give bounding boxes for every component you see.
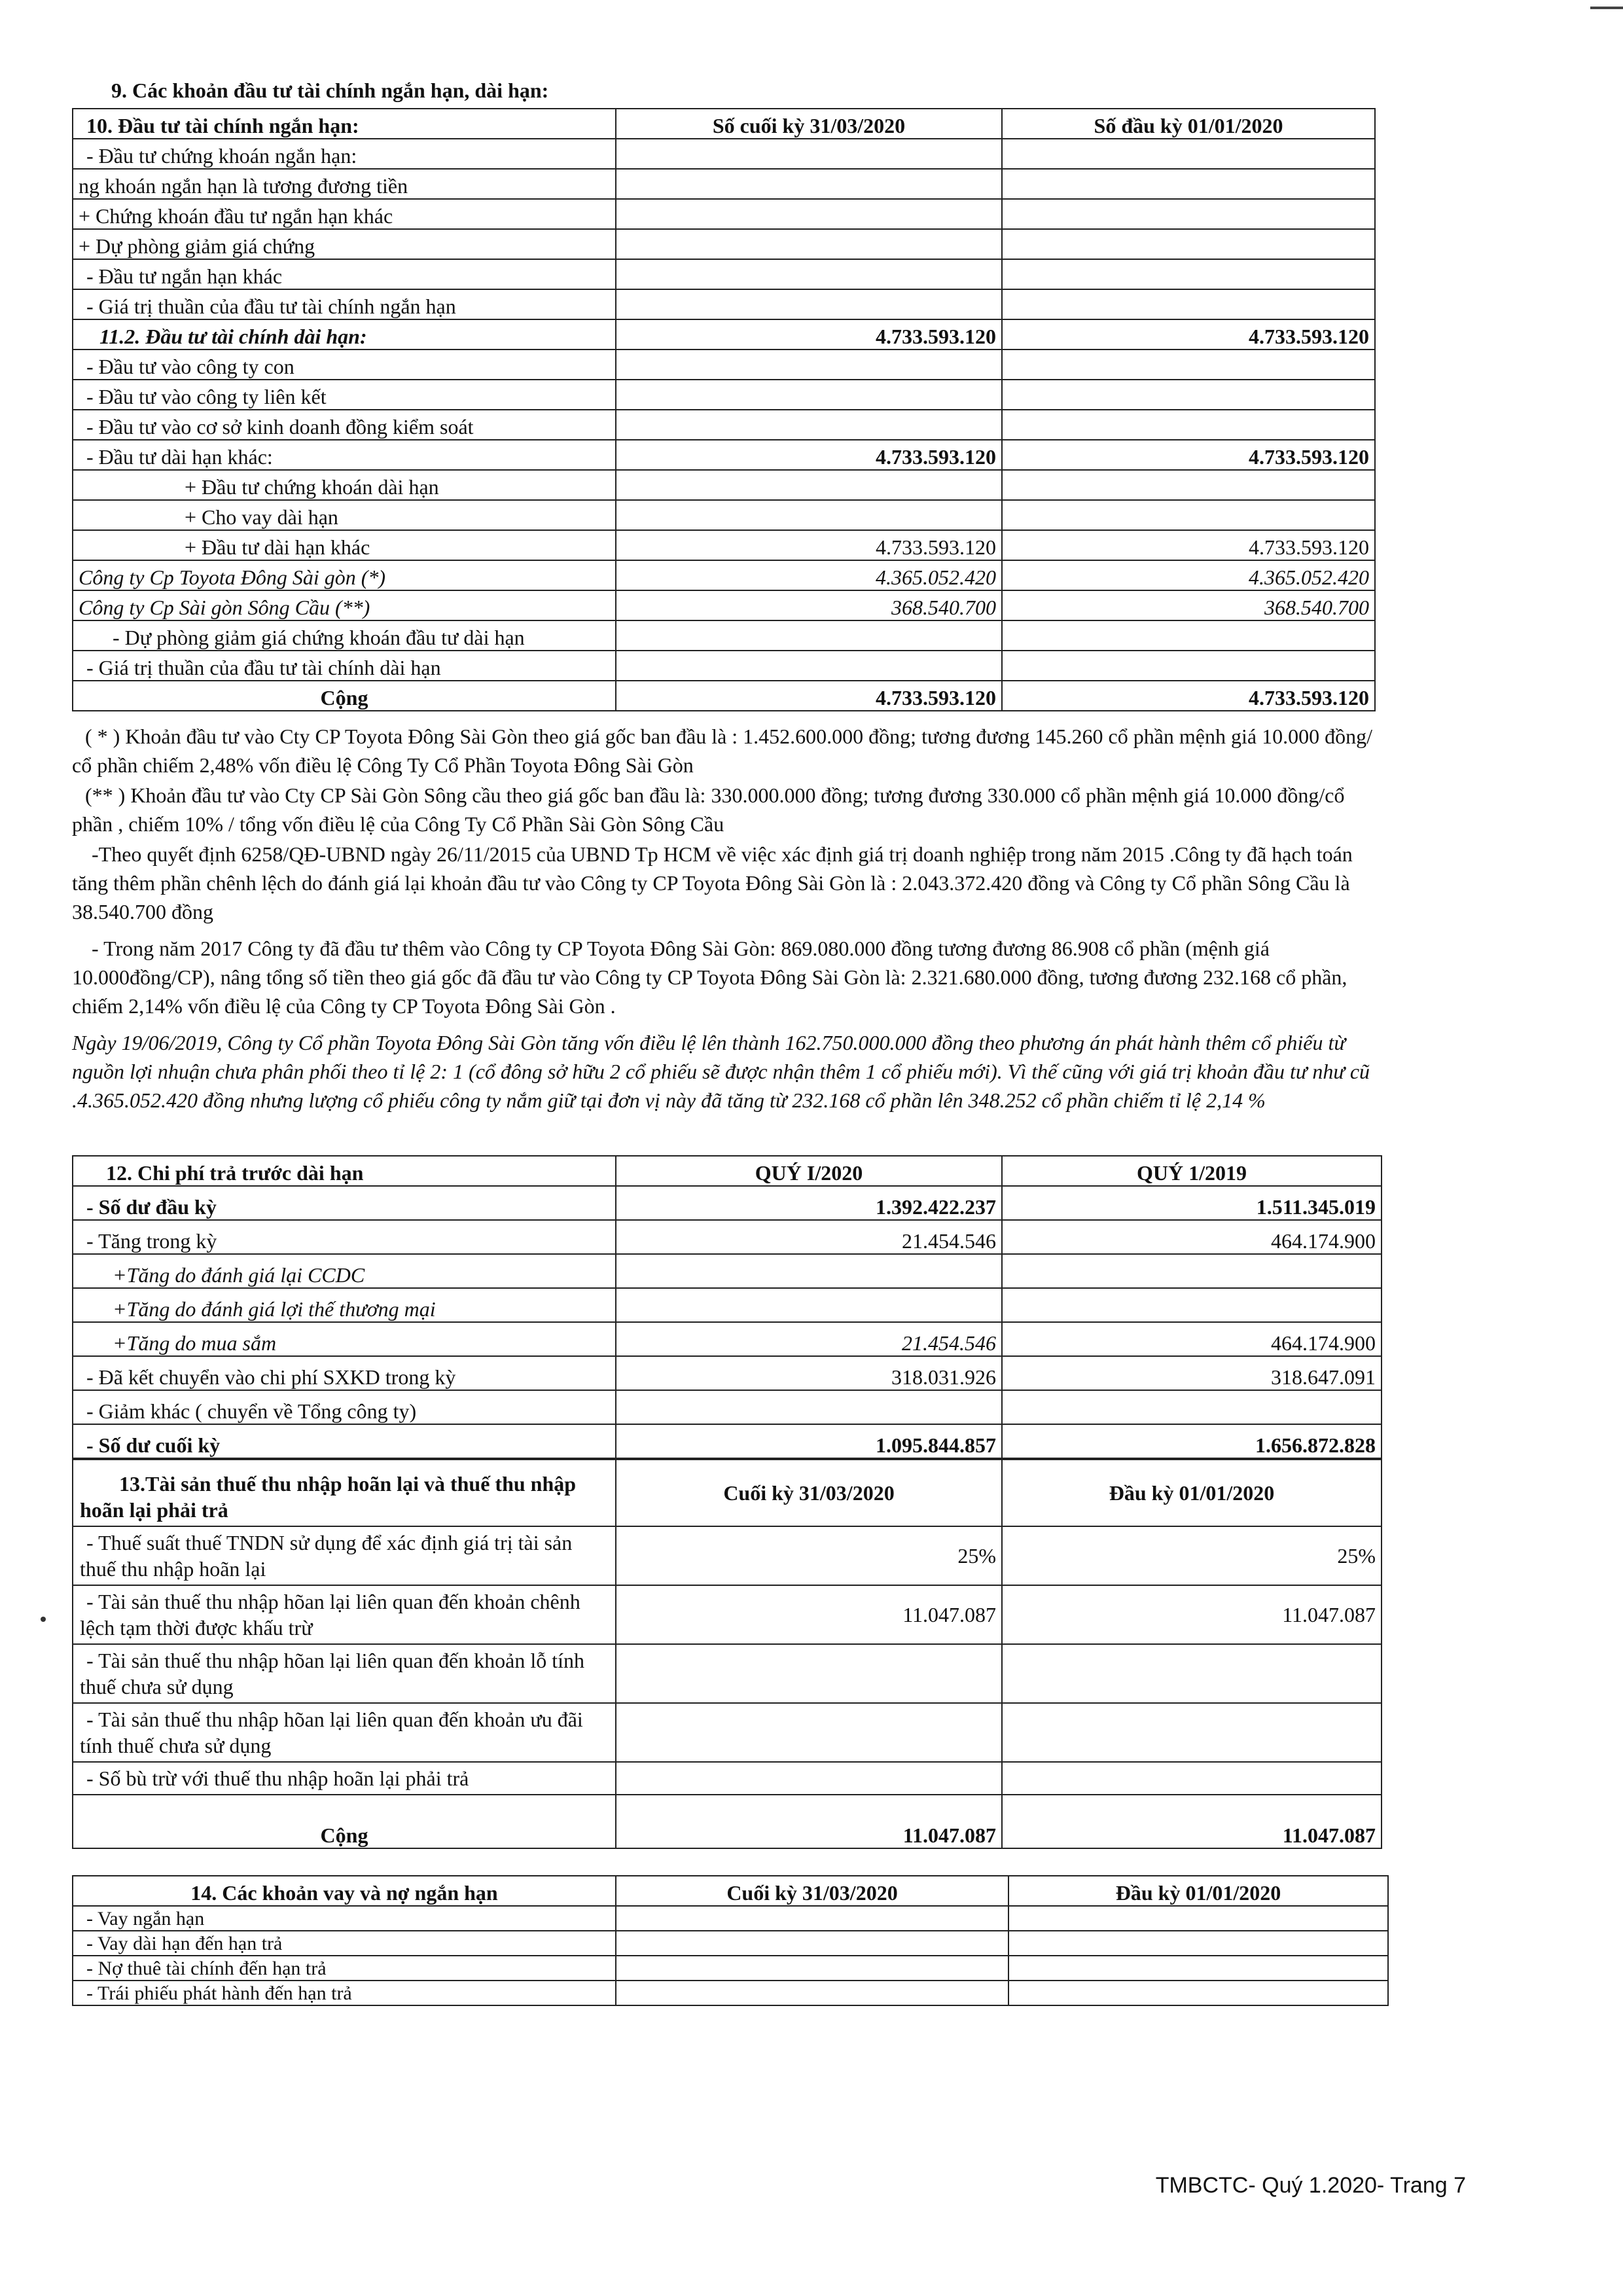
t13-row-label: - Tài sản thuế thu nhập hõan lại liên quan đến khoản ưu đãi tính thuế chưa sử dụng <box>73 1703 616 1762</box>
t10-row-value-begin <box>1002 620 1375 651</box>
note-3: -Theo quyết định 6258/QĐ-UBND ngày 26/11/2015 của UBND Tp HCM về việc xác định giá trị doanh nghiệp trong năm 2015 .Công ty đã hạch toán tăng thêm phần chênh lệch do đánh giá lại khoản đầu tư vào Công ty CP Toyota Đông Sài Gòn là : 2.043.372.420 đồng và Công ty Cổ phần Sông Cầu là 38.540.700 đồng <box>72 842 1353 924</box>
t13-row <box>73 1703 1382 1762</box>
t14-row-label: - Trái phiếu phát hành đến hạn trả <box>73 1981 616 2005</box>
table-10-header-begin: Số đầu kỳ 01/01/2020 <box>1002 109 1375 139</box>
t10-row-value-end <box>616 289 1002 319</box>
t13-row-label: - Tài sản thuế thu nhập hõan lại liên quan đến khoản chênh lệch tạm thời được khấu trừ <box>73 1585 616 1644</box>
t13-row <box>73 1585 1382 1644</box>
t10-row-value-end: 4.733.593.120 <box>616 530 1002 560</box>
t12-row-label: - Giảm khác ( chuyển về Tổng công ty) <box>73 1390 616 1424</box>
t10-row-value-begin <box>1002 169 1375 199</box>
t14-row-value-end <box>616 1931 1008 1956</box>
t12-row-value-end: 318.031.926 <box>616 1356 1002 1390</box>
t12-row-value-end <box>616 1288 1002 1322</box>
scan-edge-mark <box>1590 7 1623 9</box>
table-12-header-q1-2019: QUÝ 1/2019 <box>1002 1156 1382 1186</box>
t10-row <box>73 259 1375 289</box>
t10-row-label: Công ty Cp Sài gòn Sông Cầu (**) <box>73 590 616 620</box>
t10-row-value-begin: 4.733.593.120 <box>1002 319 1375 350</box>
t10-row <box>73 139 1375 169</box>
t10-row <box>73 500 1375 530</box>
note-1: ( * ) Khoản đầu tư vào Cty CP Toyota Đông Sài Gòn theo giá gốc ban đầu là : 1.452.600.000 đồng; tương đương 145.260 cổ phần mệnh giá 10.000 đồng/ cổ phần chiếm 2,48% vốn điều lệ Công Ty Cổ Phần Toyota Đông Sài Gòn <box>72 725 1372 777</box>
t10-row-label: + Chứng khoán đầu tư ngắn hạn khác <box>73 199 616 229</box>
t10-row-label: - Đầu tư dài hạn khác: <box>73 440 616 470</box>
t13-row-value-end <box>616 1703 1002 1762</box>
t10-row-value-end: 4.733.593.120 <box>616 440 1002 470</box>
t12-row-value-begin: 464.174.900 <box>1002 1220 1382 1254</box>
t10-row-label: + Đầu tư chứng khoán dài hạn <box>73 470 616 500</box>
t12-row <box>73 1356 1382 1390</box>
t13-row <box>73 1526 1382 1585</box>
t10-row-value-begin <box>1002 350 1375 380</box>
table-13-deferred-tax <box>72 1459 1382 1849</box>
t12-row-value-begin: 1.656.872.828 <box>1002 1424 1382 1458</box>
t10-row-value-end <box>616 651 1002 681</box>
t12-row-label: +Tăng do mua sắm <box>73 1322 616 1356</box>
t12-row-value-end <box>616 1390 1002 1424</box>
t10-row-value-begin: 368.540.700 <box>1002 590 1375 620</box>
t13-row-label: - Thuế suất thuế TNDN sử dụng để xác định giá trị tài sản thuế thu nhập hoãn lại <box>73 1526 616 1585</box>
t12-row <box>73 1322 1382 1356</box>
t12-row-value-begin <box>1002 1390 1382 1424</box>
t14-row-value-begin <box>1008 1956 1388 1981</box>
t14-row-value-begin <box>1008 1906 1388 1931</box>
t10-row-value-end <box>616 620 1002 651</box>
t14-row-value-end <box>616 1956 1008 1981</box>
note-2: (** ) Khoản đầu tư vào Cty CP Sài Gòn Sông cầu theo giá gốc ban đầu là: 330.000.000 đồng; tương đương 330.000 cổ phần mệnh giá 10.000 đồng/cổ phần , chiếm 10% / tổng vốn điều lệ của Công Ty Cổ Phần Sài Gòn Sông Cầu <box>72 783 1345 836</box>
t10-row-value-end <box>616 139 1002 169</box>
t10-row-label: + Đầu tư dài hạn khác <box>73 530 616 560</box>
t12-row-value-begin <box>1002 1288 1382 1322</box>
t14-row <box>73 1981 1388 2005</box>
table-14-header-begin: Đầu kỳ 01/01/2020 <box>1008 1876 1388 1906</box>
t10-row <box>73 651 1375 681</box>
t10-row-value-end <box>616 199 1002 229</box>
t10-row-label: - Giá trị thuần của đầu tư tài chính ngắn hạn <box>73 289 616 319</box>
t12-row-value-end: 1.095.844.857 <box>616 1424 1002 1458</box>
t12-row-label: +Tăng do đánh giá lợi thế thương mại <box>73 1288 616 1322</box>
t10-row-value-begin <box>1002 380 1375 410</box>
t12-row <box>73 1220 1382 1254</box>
table-10-financial-investments <box>72 108 1376 711</box>
t14-row-label: - Vay dài hạn đến hạn trả <box>73 1931 616 1956</box>
t10-row-label: - Đầu tư ngắn hạn khác <box>73 259 616 289</box>
t14-row <box>73 1906 1388 1931</box>
t12-row-value-end <box>616 1254 1002 1288</box>
t10-row-label: - Đầu tư chứng khoán ngắn hạn: <box>73 139 616 169</box>
t14-row <box>73 1931 1388 1956</box>
t10-row-value-end <box>616 259 1002 289</box>
t12-row-value-end: 21.454.546 <box>616 1322 1002 1356</box>
table-13-header-row <box>73 1460 1382 1526</box>
table-14-body <box>73 1906 1388 2005</box>
table-12-header-label: 12. Chi phí trả trước dài hạn <box>73 1156 616 1186</box>
table-14-short-term-loans <box>72 1875 1389 2006</box>
t10-row-value-end <box>616 169 1002 199</box>
table-10-header-end: Số cuối kỳ 31/03/2020 <box>616 109 1002 139</box>
t10-row-label: - Đầu tư vào công ty con <box>73 350 616 380</box>
table-12-header-q1-2020: QUÝ I/2020 <box>616 1156 1002 1186</box>
table-10-header-label: 10. Đầu tư tài chính ngắn hạn: <box>73 109 616 139</box>
table-13-total-end: 11.047.087 <box>616 1795 1002 1848</box>
t10-row-value-begin: 4.733.593.120 <box>1002 530 1375 560</box>
t13-row-value-begin: 25% <box>1002 1526 1382 1585</box>
t10-row-value-begin <box>1002 651 1375 681</box>
t10-row-value-begin <box>1002 289 1375 319</box>
t13-row-value-begin <box>1002 1703 1382 1762</box>
table-10-total-row <box>73 681 1375 711</box>
t13-row <box>73 1762 1382 1795</box>
t13-row-value-begin: 11.047.087 <box>1002 1585 1382 1644</box>
t12-row-label: - Đã kết chuyển vào chi phí SXKD trong kỳ <box>73 1356 616 1390</box>
t12-row-value-begin: 1.511.345.019 <box>1002 1186 1382 1220</box>
table-10-total-begin: 4.733.593.120 <box>1002 681 1375 711</box>
table-10-total-end: 4.733.593.120 <box>616 681 1002 711</box>
t14-row-label: - Vay ngắn hạn <box>73 1906 616 1931</box>
t10-row <box>73 440 1375 470</box>
t10-row <box>73 530 1375 560</box>
t10-row <box>73 620 1375 651</box>
note-4: - Trong năm 2017 Công ty đã đầu tư thêm vào Công ty CP Toyota Đông Sài Gòn: 869.080.000 đồng tương đương 86.908 cổ phần (mệnh giá 10.000đồng/CP), nâng tổng số tiền theo giá gốc đã đầu tư vào Công ty CP Toyota Đông Sài Gòn là: 2.321.680.000 đồng, tương đương 232.168 cổ phần, chiếm 2,14% vốn điều lệ của Công ty CP Toyota Đông Sài Gòn . <box>72 937 1347 1018</box>
t10-row <box>73 590 1375 620</box>
page-footer: TMBCTC- Quý 1.2020- Trang 7 <box>1155 2173 1466 2198</box>
t10-row-label: Công ty Cp Toyota Đông Sài gòn (*) <box>73 560 616 590</box>
t10-row-value-begin: 4.733.593.120 <box>1002 440 1375 470</box>
t10-row-label: - Đầu tư vào cơ sở kinh doanh đồng kiểm soát <box>73 410 616 440</box>
t10-row <box>73 350 1375 380</box>
t10-row-value-end <box>616 380 1002 410</box>
section-9-title: 9. Các khoản đầu tư tài chính ngắn hạn, dài hạn: <box>111 79 549 102</box>
t10-row-value-begin <box>1002 410 1375 440</box>
t10-row <box>73 380 1375 410</box>
t10-row <box>73 229 1375 259</box>
t14-row-label: - Nợ thuê tài chính đến hạn trả <box>73 1956 616 1981</box>
t10-row-label: - Dự phòng giảm giá chứng khoán đầu tư dài hạn <box>73 620 616 651</box>
t14-row-value-begin <box>1008 1931 1388 1956</box>
t10-row-label: - Giá trị thuần của đầu tư tài chính dài hạn <box>73 651 616 681</box>
t12-row <box>73 1424 1382 1458</box>
t13-row-value-begin <box>1002 1762 1382 1795</box>
t10-row-label: + Dự phòng giảm giá chứng <box>73 229 616 259</box>
t13-row <box>73 1644 1382 1703</box>
t12-row-value-begin: 464.174.900 <box>1002 1322 1382 1356</box>
t10-row-value-begin <box>1002 199 1375 229</box>
t12-row <box>73 1254 1382 1288</box>
t10-row-value-end <box>616 350 1002 380</box>
t10-row-label: - Đầu tư vào công ty liên kết <box>73 380 616 410</box>
t10-row-label: + Cho vay dài hạn <box>73 500 616 530</box>
t12-row-value-begin <box>1002 1254 1382 1288</box>
t10-row <box>73 560 1375 590</box>
table-13-total-row <box>73 1795 1382 1848</box>
t12-row <box>73 1186 1382 1220</box>
table-13-body <box>73 1526 1382 1795</box>
t10-row <box>73 289 1375 319</box>
investment-notes <box>72 722 1381 1115</box>
t10-row-value-end <box>616 410 1002 440</box>
t10-row-label: ng khoán ngắn hạn là tương đương tiền <box>73 169 616 199</box>
table-10-header-row <box>73 109 1375 139</box>
t13-row-value-begin <box>1002 1644 1382 1703</box>
t10-row-value-begin <box>1002 229 1375 259</box>
t10-row <box>73 319 1375 350</box>
scan-dot <box>41 1617 46 1622</box>
t14-row-value-end <box>616 1981 1008 2005</box>
table-14-header-label: 14. Các khoản vay và nợ ngắn hạn <box>73 1876 616 1906</box>
table-14-header-row <box>73 1876 1388 1906</box>
t10-row-value-end: 368.540.700 <box>616 590 1002 620</box>
table-14-header-end: Cuối kỳ 31/03/2020 <box>616 1876 1008 1906</box>
t13-row-label: - Tài sản thuế thu nhập hõan lại liên quan đến khoản lỗ tính thuế chưa sử dụng <box>73 1644 616 1703</box>
t10-row-value-end <box>616 470 1002 500</box>
t10-row <box>73 410 1375 440</box>
t12-row <box>73 1288 1382 1322</box>
t12-row-value-begin: 318.647.091 <box>1002 1356 1382 1390</box>
t10-row-value-end <box>616 500 1002 530</box>
t13-row-label: - Số bù trừ với thuế thu nhập hoãn lại phải trả <box>73 1762 616 1795</box>
t10-row-value-begin <box>1002 500 1375 530</box>
t13-row-value-end <box>616 1762 1002 1795</box>
table-12-body <box>73 1186 1382 1458</box>
document-page <box>72 79 1381 2006</box>
t10-row-value-begin <box>1002 470 1375 500</box>
t12-row-label: - Số dư cuối kỳ <box>73 1424 616 1458</box>
t10-row-value-end: 4.365.052.420 <box>616 560 1002 590</box>
t10-row-label: 11.2. Đầu tư tài chính dài hạn: <box>73 319 616 350</box>
t12-row-label: - Số dư đầu kỳ <box>73 1186 616 1220</box>
table-13-total-begin: 11.047.087 <box>1002 1795 1382 1848</box>
t14-row <box>73 1956 1388 1981</box>
table-13-header-end: Cuối kỳ 31/03/2020 <box>616 1460 1002 1526</box>
t12-row <box>73 1390 1382 1424</box>
t10-row-value-begin <box>1002 259 1375 289</box>
t12-row-value-end: 1.392.422.237 <box>616 1186 1002 1220</box>
t12-row-value-end: 21.454.546 <box>616 1220 1002 1254</box>
t12-row-label: +Tăng do đánh giá lại CCDC <box>73 1254 616 1288</box>
t10-row-value-begin <box>1002 139 1375 169</box>
t14-row-value-begin <box>1008 1981 1388 2005</box>
table-13-total-label: Cộng <box>73 1795 616 1848</box>
table-13-header-label: 13.Tài sản thuế thu nhập hoãn lại và thuế thu nhập hoãn lại phải trả <box>73 1460 616 1526</box>
t10-row-value-end: 4.733.593.120 <box>616 319 1002 350</box>
t14-row-value-end <box>616 1906 1008 1931</box>
t10-row <box>73 470 1375 500</box>
t12-row-label: - Tăng trong kỳ <box>73 1220 616 1254</box>
table-12-prepaid-expenses <box>72 1155 1382 1459</box>
table-10-total-label: Cộng <box>73 681 616 711</box>
note-italic: Ngày 19/06/2019, Công ty Cổ phần Toyota Đông Sài Gòn tăng vốn điều lệ lên thành 162.750.000.000 đồng theo phương án phát hành thêm cổ phiếu từ nguồn lợi nhuận chưa phân phối theo tỉ lệ 2: 1 (cổ đông sở hữu 2 cổ phiếu sẽ được nhận thêm 1 cổ phiếu mới). Vì thế cũng với giá trị khoản đầu tư như cũ .4.365.052.420 đồng nhưng lượng cổ phiếu công ty nắm giữ tại đơn vị này đã tăng từ 232.168 cổ phần lên 348.252 cổ phần chiếm tỉ lệ 2,14 % <box>72 1031 1370 1112</box>
t10-row-value-begin: 4.365.052.420 <box>1002 560 1375 590</box>
t10-row-value-end <box>616 229 1002 259</box>
table-10-body <box>73 139 1375 681</box>
table-12-header-row <box>73 1156 1382 1186</box>
table-13-header-begin: Đầu kỳ 01/01/2020 <box>1002 1460 1382 1526</box>
t10-row <box>73 199 1375 229</box>
t13-row-value-end: 11.047.087 <box>616 1585 1002 1644</box>
t10-row <box>73 169 1375 199</box>
t13-row-value-end <box>616 1644 1002 1703</box>
t13-row-value-end: 25% <box>616 1526 1002 1585</box>
